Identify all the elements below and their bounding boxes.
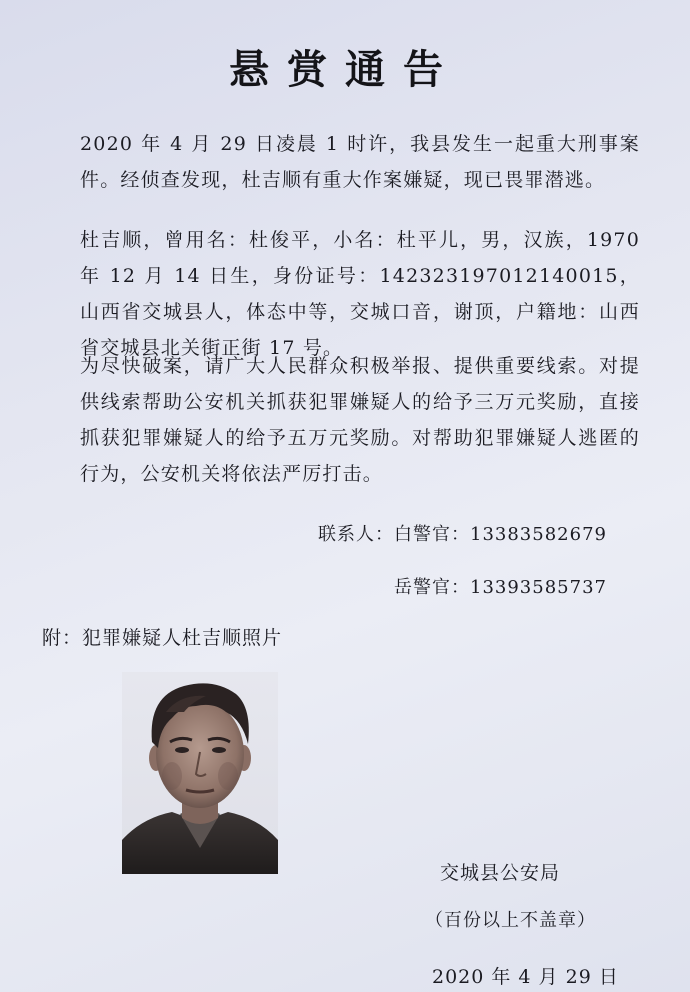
issuing-authority: 交城县公安局 — [440, 862, 561, 884]
attachment-label: 附：犯罪嫌疑人杜吉顺照片 — [42, 627, 283, 649]
paragraph-suspect-info: 杜吉顺，曾用名：杜俊平，小名：杜平儿，男，汉族，1970 年 12 月 14 日生，身份证号：142323197012140015，山西省交城县人，体态中等，交城口音，谢顶，户籍地：山西省交城县北关街正街 17 号。 — [80, 229, 640, 359]
issue-date: 2020 年 4 月 29 日 — [432, 966, 619, 988]
notice-title: 悬赏通告 — [229, 47, 461, 93]
stamp-note: （百份以上不盖章） — [425, 910, 596, 931]
suspect-photo — [122, 672, 278, 874]
suspect-portrait-icon — [122, 672, 278, 874]
contact-officer-yue: 岳警官：13393585737 — [394, 577, 607, 598]
contact-officer-bai: 联系人：白警官：13383582679 — [318, 524, 607, 545]
paragraph-case: 2020 年 4 月 29 日凌晨 1 时许，我县发生一起重大刑事案件。经侦查发现，杜吉顺有重大作案嫌疑，现已畏罪潜逃。 — [80, 133, 640, 191]
paragraph-reward: 为尽快破案，请广大人民群众积极举报、提供重要线索。对提供线索帮助公安机关抓获犯罪嫌疑人的给予三万元奖励，直接抓获犯罪嫌疑人的给予五万元奖励。对帮助犯罪嫌疑人逃匿的行为，公安机关将依法严厉打击。 — [80, 355, 640, 485]
